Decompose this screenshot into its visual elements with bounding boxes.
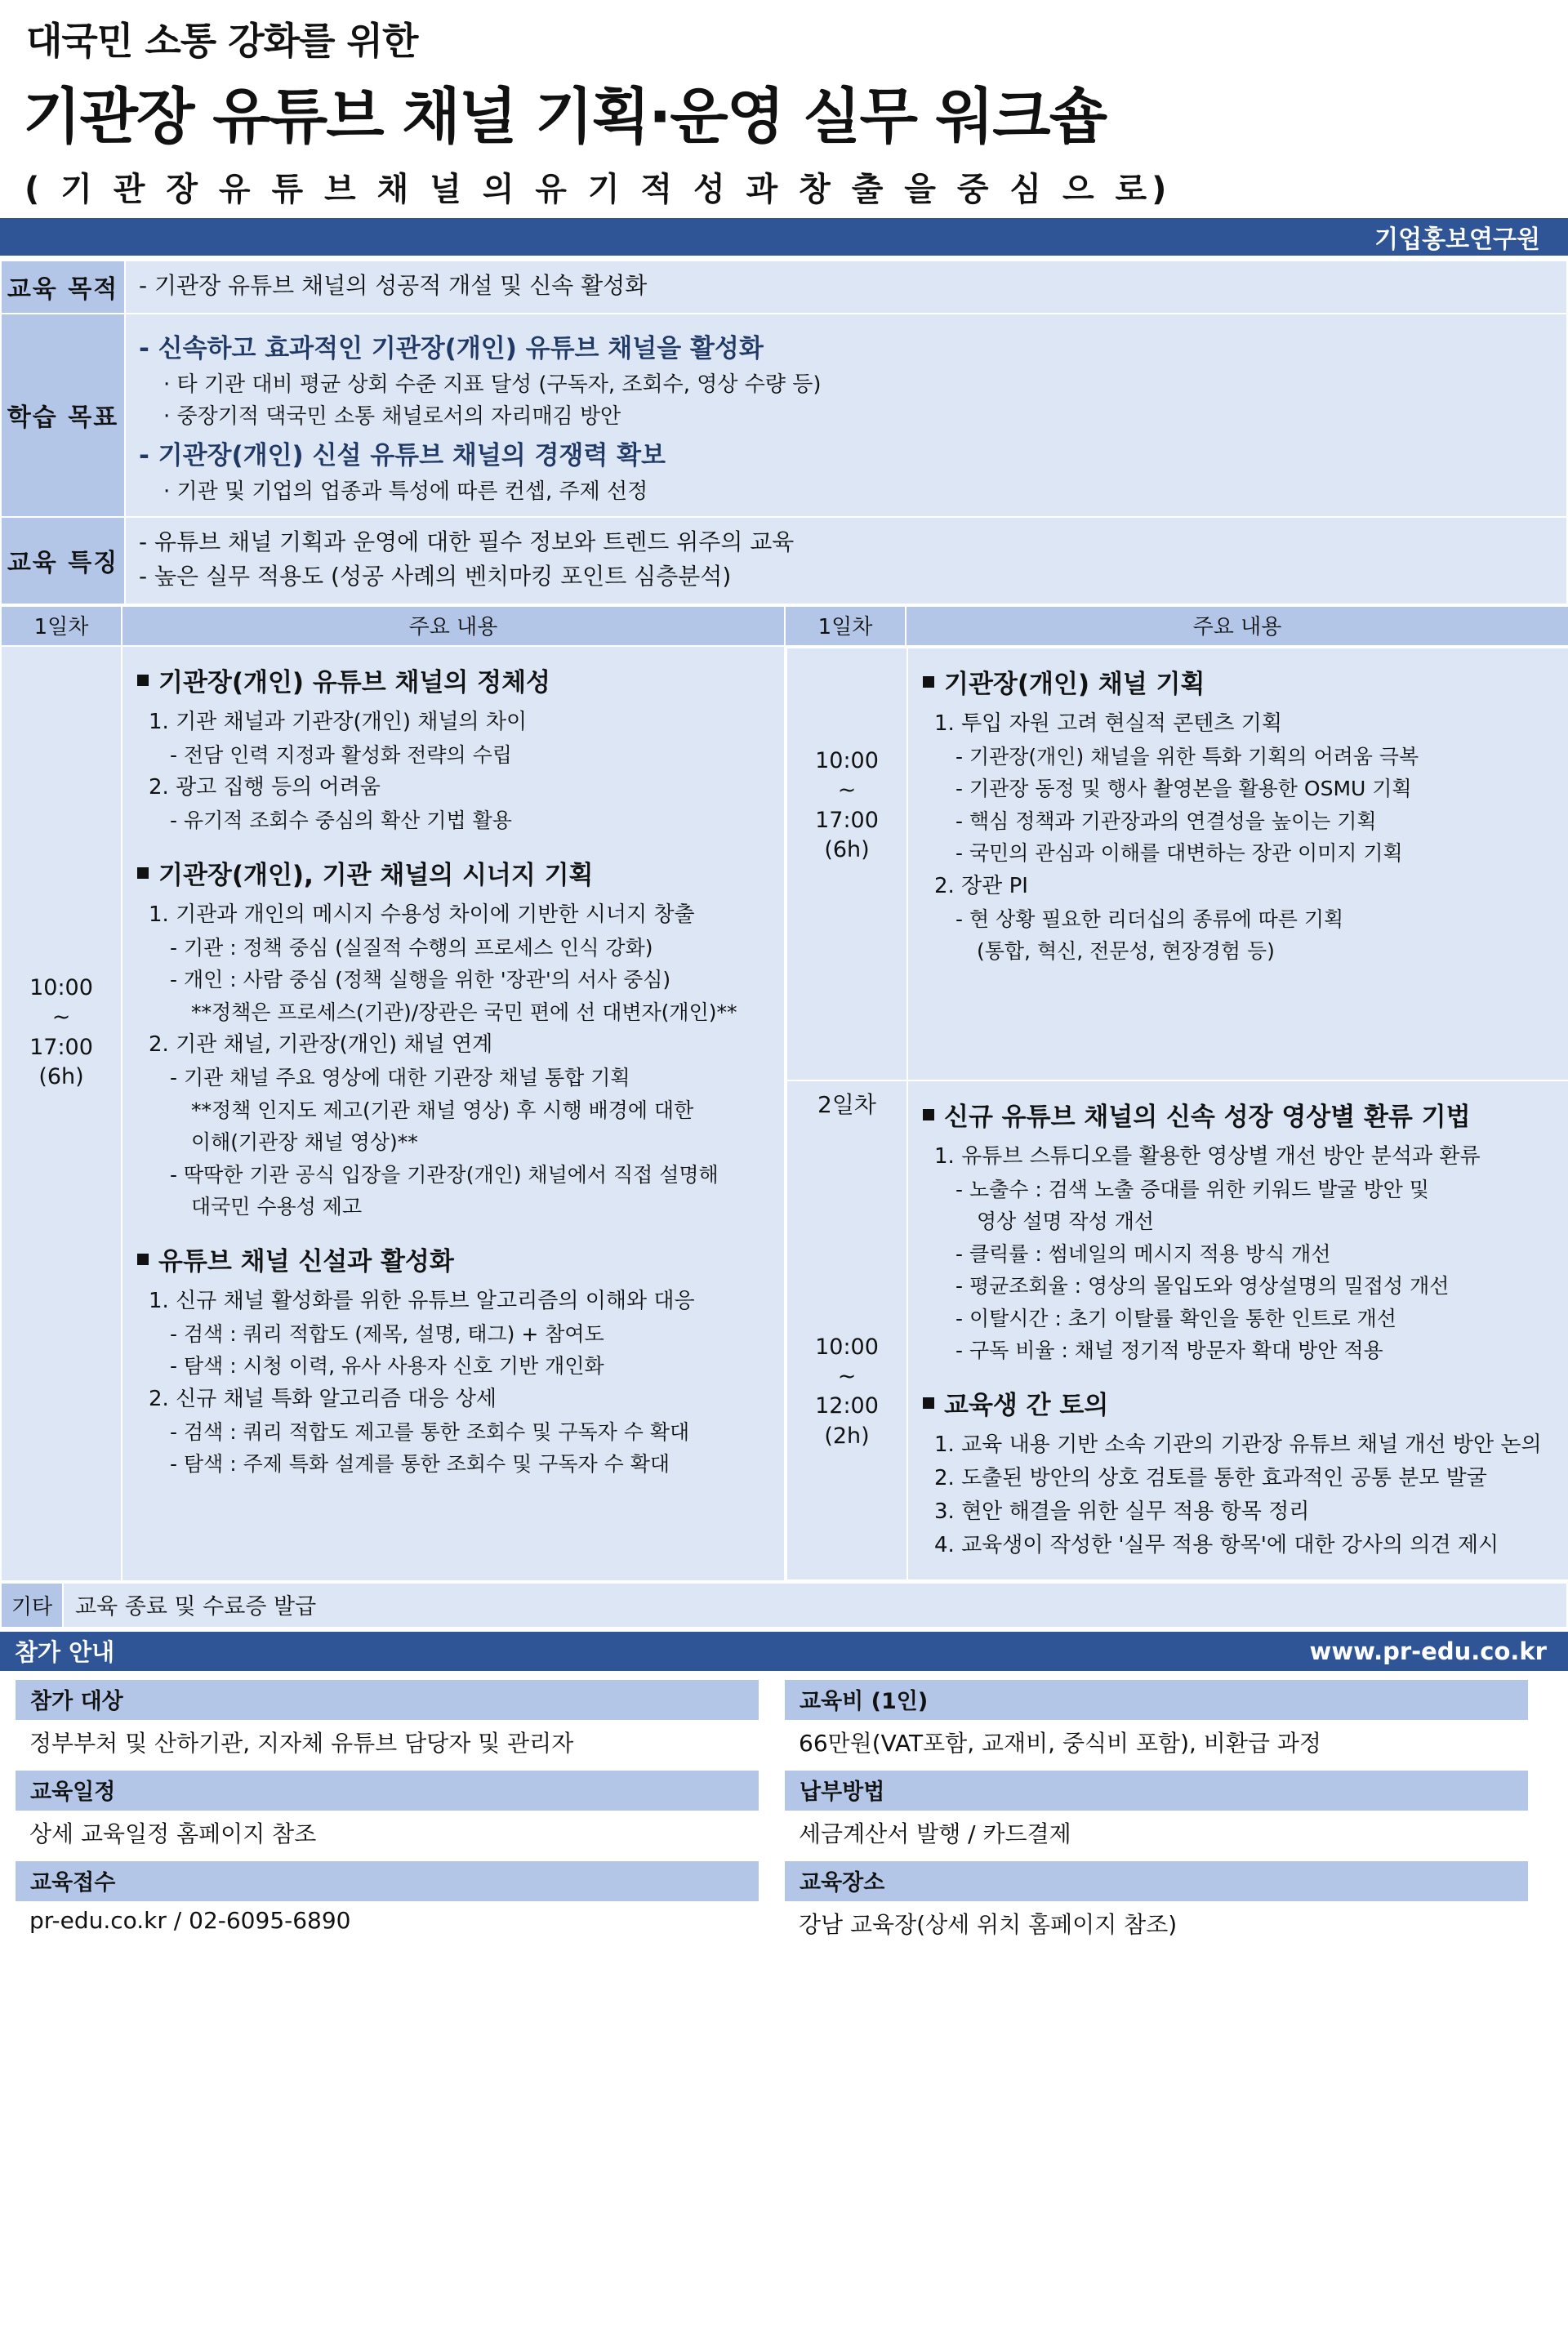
- footer-column-right: [784, 1679, 1553, 1951]
- footer-fee-key: 교육비 (1인): [784, 1679, 1529, 1721]
- list-item: - 기관 채널 주요 영상에 대한 기관장 채널 통합 기획: [170, 1066, 630, 1090]
- list-item: - 핵심 정책과 기관장과의 연결성을 높이는 기획: [956, 809, 1377, 833]
- list-item: 1. 기관 채널과 기관장(개인) 채널의 차이: [149, 709, 528, 734]
- list-item: 1. 유튜브 스튜디오를 활용한 영상별 개선 방안 분석과 환류: [934, 1143, 1481, 1169]
- footer-details: [0, 1671, 1568, 1969]
- right-2-time-end: 12:00: [815, 1393, 879, 1419]
- col-header-content-left: 주요 내용: [122, 606, 785, 646]
- list-item: **정책 인지도 제고(기관 채널 영상) 후 시행 배경에 대한: [191, 1098, 694, 1122]
- bullet-square-icon: [923, 1397, 934, 1409]
- page-subtitle: ( 기 관 장 유 튜 브 채 널 의 유 기 적 성 과 창 출 을 중 심 으 로): [24, 171, 1172, 208]
- curriculum-body-row: [1, 646, 1568, 1581]
- right-block-3-title: [923, 1384, 1558, 1421]
- left-block-1-title-text: 기관장(개인) 유튜브 채널의 정체성: [158, 667, 550, 697]
- left-time-start: 10:00: [29, 974, 93, 1000]
- list-item: 영상 설명 작성 개선: [977, 1210, 1155, 1234]
- organization-bar: [0, 218, 1568, 256]
- footer-column-left: [15, 1679, 784, 1951]
- goal-group-2: [139, 434, 1553, 505]
- footer-item-target: [15, 1679, 760, 1758]
- right-1-time-hours: (6h): [824, 837, 870, 863]
- list-item: - 국민의 관심과 이해를 대변하는 장관 이미지 기획: [956, 841, 1403, 866]
- feature-label: 교육 특징: [1, 517, 125, 604]
- goal-2-head: - 기관장(개인) 신설 유튜브 채널의 경쟁력 확보: [139, 440, 666, 470]
- right-segment-2: [786, 1080, 1568, 1580]
- footer-fee-value: 66만원(VAT포함, 교재비, 중식비 포함), 비환급 과정: [799, 1729, 1321, 1757]
- list-item: 2. 신규 채널 특화 알고리즘 대응 상세: [149, 1386, 497, 1411]
- bullet-square-icon: [137, 1254, 149, 1265]
- list-item: **정책은 프로세스(기관)/장관은 국민 편에 선 대변자(개인)**: [191, 1000, 737, 1024]
- right-content-cell-1: [907, 648, 1568, 1080]
- footer-bar-title: 참가 안내: [15, 1638, 115, 1667]
- list-item: - 현 상황 필요한 리더십의 종류에 따른 기획: [956, 907, 1344, 931]
- goal-1-sub-2: · 중장기적 댁국민 소통 채널로서의 자리매김 방안: [163, 403, 621, 429]
- right-2-time-hours: (2h): [824, 1423, 870, 1449]
- right-time-cell-1: [786, 648, 907, 1080]
- col-header-day-right: 1일차: [785, 606, 906, 646]
- left-time-hours: (6h): [38, 1064, 84, 1090]
- footer-item-venue: [784, 1860, 1529, 1940]
- footer-schedule-key: 교육일정: [15, 1770, 760, 1811]
- footer-target-key: 참가 대상: [15, 1679, 760, 1721]
- right-block-2: [923, 1096, 1558, 1366]
- list-item: - 클릭률 : 썸네일의 메시지 적용 방식 개선: [956, 1241, 1331, 1266]
- list-item: - 전담 인력 지정과 활성화 전략의 수립: [170, 742, 512, 767]
- left-content-cell: [122, 646, 785, 1581]
- right-block-3: [923, 1384, 1558, 1562]
- left-block-3-title: [137, 1241, 773, 1277]
- bullet-square-icon: [923, 676, 934, 688]
- feature-value: [125, 517, 1567, 604]
- curriculum-header-row: [1, 606, 1568, 646]
- left-block-2-title: [137, 854, 773, 891]
- list-item: 1. 신규 채널 활성화를 위한 유튜브 알고리즘의 이해와 대응: [149, 1288, 695, 1313]
- list-item: - 평균조회율 : 영상의 몰입도와 영상설명의 밀접성 개선: [956, 1274, 1450, 1299]
- bullet-square-icon: [923, 1109, 934, 1120]
- table-row-goal: [1, 314, 1567, 517]
- list-item: (통합, 혁신, 전문성, 현장경험 등): [977, 939, 1275, 964]
- right-day-2-label: 2일차: [817, 1090, 876, 1118]
- footer-website-link[interactable]: www.pr-edu.co.kr: [1309, 1637, 1547, 1665]
- etc-value: 교육 종료 및 수료증 발급: [63, 1583, 1567, 1628]
- left-block-2: [137, 854, 773, 1223]
- right-block-1: [923, 663, 1558, 967]
- right-1-time-tilde: ~: [837, 777, 857, 804]
- footer-registration-value[interactable]: pr-edu.co.kr / 02-6095-6890: [29, 1906, 351, 1934]
- footer-bar: [0, 1632, 1568, 1671]
- list-item: - 딱딱한 기관 공식 입장을 기관장(개인) 채널에서 직접 설명해: [170, 1162, 719, 1187]
- goal-value: [125, 314, 1567, 517]
- right-2-time-start: 10:00: [815, 1334, 879, 1360]
- list-item: - 이탈시간 : 초기 이탈률 확인을 통한 인트로 개선: [956, 1306, 1396, 1330]
- table-row-purpose: [1, 261, 1567, 314]
- col-header-day-left: 1일차: [1, 606, 122, 646]
- left-block-3-title-text: 유튜브 채널 신설과 활성화: [158, 1246, 454, 1276]
- right-content-cell-2: [907, 1080, 1568, 1580]
- left-block-1: [137, 662, 773, 836]
- list-item: - 기관장 동정 및 행사 촬영본을 활용한 OSMU 기획: [956, 777, 1412, 801]
- left-block-3: [137, 1241, 773, 1480]
- list-item: 4. 교육생이 작성한 '실무 적용 항목'에 대한 강사의 의견 제시: [934, 1532, 1499, 1557]
- left-block-2-title-text: 기관장(개인), 기관 채널의 시너지 기획: [158, 860, 594, 890]
- table-row-feature: [1, 517, 1567, 604]
- list-item: 2. 장관 PI: [934, 873, 1028, 898]
- purpose-value: [125, 261, 1567, 314]
- right-1-time-end: 17:00: [815, 807, 879, 833]
- left-block-1-title: [137, 662, 773, 698]
- feature-text-1: - 유튜브 채널 기획과 운영에 대한 필수 정보와 트렌드 위주의 교육: [139, 528, 795, 555]
- header-eyebrow: 대국민 소통 강화를 위한: [26, 19, 418, 63]
- list-item: - 검색 : 쿼리 적합도 (제목, 설명, 태그) + 참여도: [170, 1321, 604, 1346]
- list-item: - 탐색 : 시청 이력, 유사 사용자 신호 기반 개인화: [170, 1354, 604, 1379]
- right-time-cell-2: [786, 1080, 907, 1580]
- header: [0, 0, 1568, 260]
- footer-item-registration: [15, 1860, 760, 1934]
- list-item: - 개인 : 사람 중심 (정책 실행을 위한 '장관'의 서사 중심): [170, 968, 671, 992]
- right-block-3-title-text: 교육생 간 토의: [944, 1390, 1109, 1420]
- footer-venue-key: 교육장소: [784, 1860, 1529, 1902]
- right-block-1-title-text: 기관장(개인) 채널 기획: [944, 669, 1205, 699]
- right-side-table: [786, 647, 1568, 1581]
- left-time-cell: [1, 646, 122, 1581]
- right-1-time-start: 10:00: [815, 747, 879, 773]
- list-item: - 탐색 : 주제 특화 설계를 통한 조회수 및 구독자 수 확대: [170, 1452, 670, 1477]
- bullet-square-icon: [137, 675, 149, 686]
- purpose-label: 교육 목적: [1, 261, 125, 314]
- list-item: 3. 현안 해결을 위한 실무 적용 항목 정리: [934, 1499, 1310, 1524]
- footer-item-schedule: [15, 1770, 760, 1849]
- list-item: 2. 광고 집행 등의 어려움: [149, 775, 381, 800]
- left-time-tilde: ~: [51, 1005, 71, 1031]
- list-item: - 검색 : 쿼리 적합도 제고를 통한 조회수 및 구독자 수 확대: [170, 1419, 690, 1444]
- list-item: - 기관 : 정책 중심 (실질적 수행의 프로세스 인식 강화): [170, 935, 653, 960]
- etc-table: [0, 1582, 1568, 1628]
- footer-schedule-value: 상세 교육일정 홈페이지 참조: [29, 1820, 317, 1847]
- list-item: 1. 투입 자원 고려 현실적 콘텐츠 기획: [934, 711, 1283, 736]
- list-item: 대국민 수용성 제고: [191, 1195, 363, 1219]
- list-item: 1. 기관과 개인의 메시지 수용성 차이에 기반한 시너지 창출: [149, 902, 695, 927]
- footer-registration-key: 교육접수: [15, 1860, 760, 1902]
- list-item: 2. 도출된 방안의 상호 검토를 통한 효과적인 공통 분모 발굴: [934, 1465, 1487, 1490]
- left-time-end: 17:00: [29, 1034, 93, 1060]
- etc-label: 기타: [1, 1583, 63, 1628]
- right-block-2-title: [923, 1096, 1558, 1133]
- curriculum-table: [0, 605, 1568, 1582]
- footer-payment-value: 세금계산서 발행 / 카드결제: [799, 1820, 1071, 1847]
- right-block-1-title: [923, 663, 1558, 700]
- footer-payment-key: 납부방법: [784, 1770, 1529, 1811]
- footer-venue-value: 강남 교육장(상세 위치 홈페이지 참조): [799, 1910, 1178, 1938]
- right-2-time-tilde: ~: [837, 1364, 857, 1390]
- list-item: 1. 교육 내용 기반 소속 기관의 기관장 유튜브 채널 개선 방안 논의: [934, 1432, 1542, 1457]
- goal-1-sub-1: · 타 기관 대비 평균 상회 수준 지표 달성 (구독자, 조회수, 영상 수량 등): [163, 372, 822, 397]
- bullet-square-icon: [137, 867, 149, 879]
- list-item: - 노출수 : 검색 노출 증대를 위한 키워드 발굴 방안 및: [956, 1177, 1429, 1201]
- goal-2-sub-1: · 기관 및 기업의 업종과 특성에 따른 컨셉, 주제 선정: [163, 479, 648, 504]
- list-item: - 유기적 조회수 중심의 확산 기법 활용: [170, 809, 512, 833]
- course-info-table: [0, 260, 1568, 605]
- feature-text-2: - 높은 실무 적용도 (성공 사례의 벤치마킹 포인트 심층분석): [139, 563, 732, 590]
- footer-item-payment: [784, 1770, 1529, 1849]
- goal-label: 학습 목표: [1, 314, 125, 517]
- col-header-content-right: 주요 내용: [906, 606, 1568, 646]
- right-side-wrapper: [785, 646, 1568, 1581]
- right-segment-1: [786, 648, 1568, 1080]
- table-row-etc: [1, 1583, 1567, 1628]
- goal-1-head: - 신속하고 효과적인 기관장(개인) 유튜브 채널을 활성화: [139, 333, 764, 363]
- goal-group-1: [139, 327, 1553, 430]
- right-block-2-title-text: 신규 유튜브 채널의 신속 성장 영상별 환류 기법: [944, 1102, 1471, 1132]
- organization-name: 기업홍보연구원: [1374, 225, 1540, 254]
- list-item: 2. 기관 채널, 기관장(개인) 채널 연계: [149, 1032, 493, 1058]
- list-item: 이해(기관장 채널 영상)**: [191, 1130, 418, 1155]
- footer-item-fee: [784, 1679, 1529, 1758]
- footer-target-value: 정부부처 및 산하기관, 지자체 유튜브 담당자 및 관리자: [29, 1729, 574, 1757]
- list-item: - 구독 비율 : 채널 정기적 방문자 확대 방안 적용: [956, 1339, 1383, 1363]
- list-item: - 기관장(개인) 채널을 위한 특화 기획의 어려움 극복: [956, 744, 1419, 768]
- page-title: 기관장 유튜브 채널 기획·운영 실무 워크숍: [23, 82, 1107, 152]
- purpose-text: - 기관장 유튜브 채널의 성공적 개설 및 신속 활성화: [139, 272, 648, 299]
